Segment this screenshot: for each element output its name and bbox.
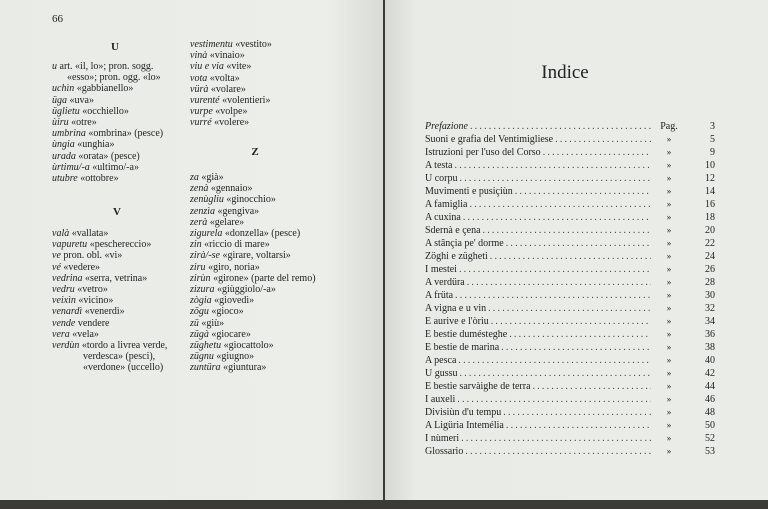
glossary-entry [52,61,163,72]
headword: za [190,172,199,183]
definition: «volare» [208,83,246,95]
ditto-mark: » [666,199,672,209]
index-page-number: 46 [705,394,715,405]
index-page-number: 28 [705,277,715,288]
definition: «volentieri» [219,95,271,107]
headword: vürà [190,83,209,95]
dot-leader [458,367,651,380]
dot-leader [504,419,651,432]
index-entry-title: A testa [425,160,453,171]
index-entry [425,419,715,432]
definition: «vallata» [69,228,109,239]
definition: «girone» (parte del remo) [210,272,316,284]
definition: «giuntura» [220,362,267,374]
glossary-entry [52,306,167,317]
index-entry [425,211,715,224]
definition: «ombrina» (pesce) [85,128,164,140]
glossary-entry [52,239,167,250]
dot-leader [486,302,651,315]
glossary-section-v [52,228,167,374]
definition: «venerdì» [82,306,125,318]
glossary-entry [190,194,316,205]
index-entry [425,354,715,367]
dot-leader [489,315,651,328]
index-page-number: 42 [705,368,715,379]
headword: vedrina [52,272,83,284]
index-entry [425,224,715,237]
index-entry-title: A verdüra [425,277,465,288]
right-page [385,0,768,500]
section-letter-u: U [111,41,119,53]
glossary-entry [52,362,167,373]
definition: «vinaio» [207,50,245,62]
dot-leader [553,133,651,146]
index-entry-title: A früta [425,290,454,301]
index-entry-title: U corpu [425,173,458,184]
ditto-mark: » [666,264,672,274]
index-page-number: 40 [705,355,715,366]
glossary-entry [52,250,167,261]
definition: «gabbianello» [74,83,134,95]
glossary-entry [190,217,316,228]
definition: «verdone» (uccello) [83,362,164,374]
glossary-section-v-continued [190,39,272,129]
index-entry-title: E aurive e l'òriu [425,316,489,327]
index-entry [425,237,715,250]
headword: u [52,61,57,72]
headword: ùngia [52,139,75,151]
headword: üglietu [52,105,80,117]
glossary-entry [52,273,167,284]
ditto-mark: » [666,316,672,326]
ditto-mark: » [666,368,672,378]
ditto-mark: » [666,446,672,456]
ditto-mark: » [666,134,672,144]
definition: vendere [75,317,110,329]
glossary-entry [190,73,272,84]
dot-leader [465,276,651,289]
ditto-mark: » [666,355,672,365]
definition: pron. obl. «vi» [60,250,123,262]
definition: «ginocchio» [223,194,276,206]
index-entry [425,289,715,302]
glossary-entry [190,329,316,340]
glossary-entry [52,262,167,273]
headword: verdùn [52,340,80,352]
index-entry-title: Istruzioni per l'uso del Corso [425,147,541,158]
ditto-mark: » [666,290,672,300]
definition: «gioco» [208,306,244,318]
glossary-entry [52,284,167,295]
definition: «vite» [223,61,252,73]
ditto-mark: » [666,381,672,391]
ditto-mark: » [666,420,672,430]
dot-leader [457,263,651,276]
page-title: Indice [541,62,589,83]
index-page-number: 20 [705,225,715,236]
ditto-mark: » [666,186,672,196]
index-entry [425,432,715,445]
dot-leader [513,185,651,198]
index-entry-title: I mestei [425,264,457,275]
index-entry [425,133,715,146]
definition: «giù» [198,317,225,329]
index-page-number: 53 [705,446,715,457]
index-page-number: 38 [705,342,715,353]
index-entry-title: E bestie dumésteghe [425,329,508,340]
headword: zerà [190,216,208,228]
headword: zin [190,239,202,251]
definition: «occhiello» [79,105,129,117]
definition: «volere» [211,117,250,129]
definition: «ottobre» [77,173,119,185]
index-page-number: 36 [705,329,715,340]
headword: zü [190,317,199,329]
headword: zögu [190,306,209,318]
left-page [0,0,383,500]
glossary-entry [52,151,163,162]
index-entry-title: I auxeli [425,394,456,405]
index-page-number: 9 [710,147,715,158]
headword: vurré [190,117,212,129]
headword: vestimentu [190,39,233,50]
glossary-entry [52,128,163,139]
dot-leader [507,328,651,341]
ditto-mark: » [666,238,672,248]
headword: zuntüra [190,362,221,374]
headword: vera [52,328,70,340]
definition: «già» [198,172,224,183]
index-entry [425,341,715,354]
headword: zògia [190,295,212,307]
definition: «tordo a livrea verde, [79,340,168,352]
glossary-entry [190,106,272,117]
glossary-entry [52,72,163,83]
definition: «serra, vetrina» [82,272,148,284]
definition: «giugno» [213,351,255,363]
dot-leader [456,354,651,367]
dot-leader [488,250,651,263]
dot-leader [463,445,651,458]
headword: vota [190,72,208,84]
index-entry [425,380,715,393]
dot-leader [504,237,651,250]
ditto-mark: » [666,394,672,404]
headword: venardì [52,306,83,318]
index-entry [425,146,715,159]
ditto-mark: » [666,173,672,183]
headword: zizura [190,284,215,296]
index-entry [425,445,715,458]
index-entry-title: A vigna e u vin [425,303,487,314]
index-entry [425,328,715,341]
definition: «uva» [67,94,94,106]
definition: «otre» [68,117,97,129]
headword: vapuretu [52,239,88,251]
glossary-entry [52,351,167,362]
index-entry-title: U gussu [425,368,458,379]
ditto-mark: » [666,147,672,157]
headword: üga [52,94,67,106]
headword: ziru [190,261,206,273]
headword: zirà/-se [190,250,220,262]
definition: «vetro» [74,284,108,296]
glossary-entry [190,273,316,284]
glossary-entry [190,206,316,217]
index-entry-title: A famiglia [425,199,468,210]
index-entry [425,302,715,315]
dot-leader [481,224,651,237]
index-page-number: 18 [705,212,715,223]
headword: vedru [52,284,75,296]
index-page-number: 16 [705,199,715,210]
headword: zenzìa [190,205,215,217]
ditto-mark: » [666,251,672,261]
glossary-entry [190,61,272,72]
dot-leader [458,172,652,185]
definition: «giocattolo» [221,340,274,352]
glossary-entry [52,117,163,128]
headword: zügà [190,328,209,340]
definition: «giro, noria» [205,261,260,273]
definition: «vedere» [60,261,101,273]
headword: zenùgliu [190,194,224,206]
index-entry [425,406,715,419]
glossary-entry [52,228,167,239]
glossary-entry [190,351,316,362]
dot-leader [453,289,651,302]
index-entry-title: E bestie sarvàighe de terra [425,381,531,392]
index-page-number: 5 [710,134,715,145]
definition: art. «il, lo»; pron. sogg. [57,61,154,72]
index-entry [425,198,715,211]
glossary-entry [190,362,316,373]
ditto-mark: » [666,407,672,417]
dot-leader [468,120,651,133]
glossary-entry [190,39,272,50]
glossary-entry [190,183,316,194]
definition: «vela» [69,328,99,340]
glossary-entry [190,262,316,273]
glossary-entry [52,162,163,173]
glossary-entry [190,172,316,183]
glossary-entry [52,295,167,306]
ditto-mark: » [666,329,672,339]
index-page-number: 14 [705,186,715,197]
ditto-mark: » [666,433,672,443]
ditto-mark: » [666,212,672,222]
dot-leader [499,341,651,354]
headword: veixìn [52,295,76,307]
dot-leader [501,406,651,419]
dot-leader [468,198,652,211]
index-entry [425,276,715,289]
dot-leader [461,211,651,224]
index-entry-title: E bestie de marina [425,342,500,353]
headword: vurenté [190,95,220,107]
headword: uchìn [52,83,75,95]
index-entry-title: A stânçia pe' dorme [425,238,504,249]
glossary-entry [52,318,167,329]
index-list [425,120,715,458]
glossary-entry [52,95,163,106]
definition: «gengiva» [215,205,260,217]
index-page-number: 52 [705,433,715,444]
glossary-entry [190,306,316,317]
headword: urada [52,150,76,162]
dot-leader [455,393,651,406]
glossary-entry [52,139,163,150]
headword: zenà [190,183,209,195]
headword: zügnu [190,351,214,363]
headword: vurpe [190,106,213,118]
definition: «girare, voltarsi» [220,250,291,262]
ditto-mark: » [666,160,672,170]
index-page-number: 34 [705,316,715,327]
headword: zirùn [190,272,211,284]
index-page-number: 30 [705,290,715,301]
index-page-number: 10 [705,160,715,171]
glossary-entry [190,318,316,329]
glossary-entry [190,84,272,95]
headword: valà [52,228,70,239]
glossary-entry [190,250,316,261]
index-entry-title: A cuxina [425,212,461,223]
definition: «peschereccio» [87,239,152,251]
dot-leader [459,432,651,445]
ditto-mark: » [666,342,672,352]
index-entry [425,315,715,328]
glossary-entry [190,239,316,250]
definition: «volta» [207,72,240,84]
index-entry [425,393,715,406]
glossary-entry [52,173,163,184]
headword: ùrtimu/-a [52,161,90,173]
headword: vende [52,317,76,329]
ditto-mark: » [666,225,672,235]
index-entry-title: I nùmeri [425,433,460,444]
dot-leader [531,380,651,393]
index-page-number: 44 [705,381,715,392]
definition: «orata» (pesce) [75,150,140,162]
index-page-number: 24 [705,251,715,262]
glossary-entry [190,117,272,128]
headword: umbrina [52,128,86,140]
index-entry-title: Suoni e grafia del Ventimigliese [425,134,554,145]
index-entry [425,367,715,380]
index-page-number: 22 [705,238,715,249]
index-page-number: 26 [705,264,715,275]
dot-leader [453,159,652,172]
definition: «giocare» [208,328,251,340]
glossary-section-z [190,172,316,374]
index-page-number: 3 [710,121,715,132]
definition: «volpe» [212,106,248,118]
definition: verdesca» (pesci), [83,351,156,363]
definition: «riccio di mare» [201,239,270,251]
definition: «giovedì» [211,295,255,307]
index-entry-title: A Ligüria Intemélia [425,420,504,431]
index-entry [425,159,715,172]
definition: «vicino» [75,295,114,307]
index-entry [425,250,715,263]
index-entry [425,120,715,133]
headword: vé [52,261,61,273]
definition: «vestito» [232,39,272,50]
page-label: Pag. [660,121,678,132]
index-entry-title: A pesca [425,355,457,366]
definition: «donzella» (pesce) [222,228,301,240]
index-entry-title: Zöghi e zügheti [425,251,488,262]
page-number: 66 [52,13,63,25]
headword: viu e via [190,61,224,73]
headword: ùiru [52,117,69,129]
section-letter-v: V [113,206,121,218]
ditto-mark: » [666,303,672,313]
index-entry-title: Divisiùn d'u tempu [425,407,502,418]
dot-leader [541,146,651,159]
glossary-entry [190,295,316,306]
index-entry-title: Muvimenti e pusiçiùn [425,186,513,197]
index-page-number: 50 [705,420,715,431]
glossary-entry [190,284,316,295]
index-page-number: 48 [705,407,715,418]
glossary-entry [52,340,167,351]
ditto-mark: » [666,277,672,287]
headword: zigurela [190,228,223,240]
headword: vinà [190,50,208,62]
index-entry [425,263,715,276]
index-page-number: 32 [705,303,715,314]
index-entry [425,172,715,185]
glossary-entry [190,340,316,351]
headword: utubre [52,173,78,185]
section-letter-z: Z [251,146,259,158]
glossary-entry [190,50,272,61]
definition: «gennaio» [208,183,253,195]
index-entry-title: Prefazione [425,121,468,132]
definition: «ultimo/-a» [89,161,139,173]
glossary-entry [52,106,163,117]
index-entry-title: Sdernà e çena [425,225,481,236]
headword: züghetu [190,340,222,352]
glossary-entry [190,228,316,239]
definition: «esso»; pron. ogg. «lo» [67,72,161,84]
definition: «gelare» [207,216,245,228]
index-entry-title: Glossario [425,446,464,457]
glossary-section-u [52,61,163,184]
definition: «unghia» [74,139,115,151]
index-entry [425,185,715,198]
headword: ve [52,250,61,262]
glossary-entry [190,95,272,106]
index-page-number: 12 [705,173,715,184]
glossary-entry [52,329,167,340]
glossary-entry [52,83,163,94]
definition: «giùggiolo/-a» [214,284,276,296]
